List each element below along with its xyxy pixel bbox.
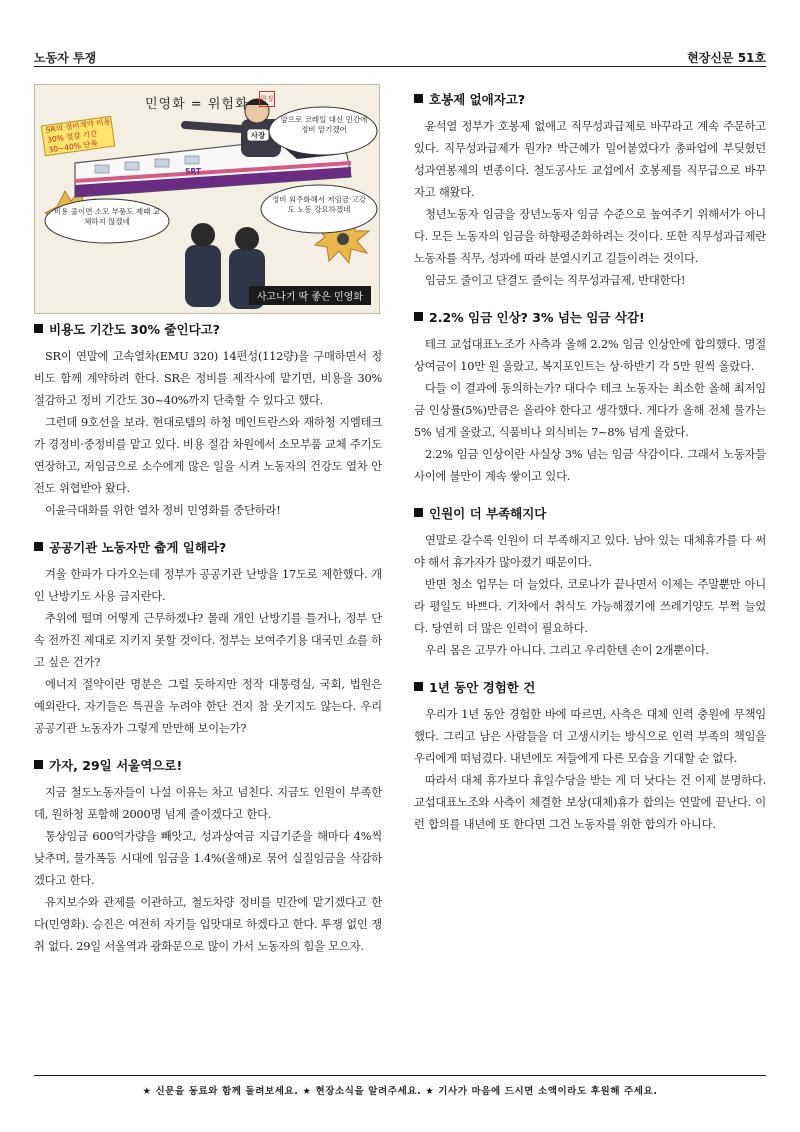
- article-heading: 비용도 기간도 30% 줄인다고?: [34, 322, 382, 338]
- article-paragraph: 우리 몸은 고무가 아니다. 그리고 우리한텐 손이 2개뿐이다.: [425, 644, 709, 657]
- cartoon-caption: 사고나기 딱 좋은 민영화: [249, 286, 371, 305]
- article-paragraph: 따라서 대체 휴가보다 휴일수당을 받는 게 더 낫다는 건 이제 분명하다. 교섭대표노조와 사측이 체결한 보상(대체)휴가 합의는 연말에 끝난다. 이런 합의를 내년에 또 한다면 그건 노동자를 위한 합의가 아니다.: [414, 774, 766, 831]
- article-paragraph: 유지보수와 관제를 이관하고, 철도차량 정비를 민간에 맡기겠다고 한다(민영화). 승진은 여전히 자기들 입맛대로 하겠다고 한다. 투쟁 없인 쟁취 없다. 29일 서울역과 광화문으로 많이 가서 노동자의 힘을 모으자.: [34, 896, 382, 953]
- bullet-square-icon: [414, 682, 423, 691]
- article-paragraph: 이윤극대화를 위한 열차 정비 민영화를 중단하라!: [45, 504, 281, 517]
- article-paragraph: 지금 철도노동자들이 나설 이유는 차고 넘친다. 지금도 인원이 부족한데, 원하청 포함해 2000명 넘게 줄이겠다고 한다.: [34, 786, 382, 821]
- article-paragraph: 우리가 1년 동안 경험한 바에 따르면, 사측은 대체 인력 충원에 무책임했다. 그리고 남은 사람들을 더 고생시키는 방식으로 인력 부족의 책임을 우리에게 떠넘겼다. 내년에도 저들에게 다른 모습을 기대할 순 없다.: [414, 708, 766, 765]
- article-paragraph: 테크 교섭대표노조가 사측과 올해 2.2% 임금 인상안에 합의했다. 명절상여금이 10만 원 올랐고, 복지포인트는 상·하반기 각 5만 원씩 올랐다.: [414, 338, 766, 373]
- article-paragraph: 윤석열 정부가 호봉제 없애고 직무성과급제로 바꾸라고 계속 주문하고 있다. 직무성과급제가 뭔가? 박근혜가 밀어붙였다가 총파업에 부딪혔던 성과연봉제의 변종이다. 철도공사도 교섭에서 호봉제를 직무급으로 바꾸자고 해왔다.: [414, 120, 766, 199]
- bullet-square-icon: [34, 324, 43, 333]
- article-heading: 가자, 29일 서울역으로!: [34, 758, 382, 774]
- cartoon-stamp: 현장: [259, 91, 275, 107]
- header-divider: [34, 66, 766, 67]
- footer-message: ★ 신문을 동료와 함께 돌려보세요. ★ 현장소식을 알려주세요. ★ 기사가 마음에 드시면 소액이라도 후원해 주세요.: [142, 1086, 658, 1097]
- cartoon-left-bubble: 비용 줄이면 소모 부품도 제때 교체하지 않겠네: [53, 207, 161, 226]
- article-heading: 호봉제 없애자고?: [414, 92, 766, 108]
- footer-divider: [34, 1075, 766, 1076]
- article-paragraph: 다들 이 결과에 동의하는가? 대다수 테크 노동자는 최소한 올해 최저임금 인상률(5%)만큼은 올라야 한다고 생각했다. 게다가 올해 전체 물가는 5% 넘게 올랐고, 식품비나 외식비는 7~8% 넘게 올랐다.: [414, 382, 766, 439]
- article-heading: 2.2% 임금 인상? 3% 넘는 임금 삭감!: [414, 310, 766, 326]
- article-paragraph: 청년노동자 임금을 장년노동자 임금 수준으로 높여주기 위해서가 아니다. 모든 노동자의 임금을 하향평준화하려는 것이다. 또한 직무성과급제란 노동자를 직무, 성과에 따라 분열시키고 길들이려는 것이다.: [414, 208, 766, 265]
- article-paragraph: 추위에 떨며 어떻게 근무하겠냐? 몰래 개인 난방기를 틀거나, 정부 단속 전까진 제대로 지키지 못할 것이다. 정부는 보여주기용 대국민 쇼를 하고 싶은 건가?: [34, 612, 382, 669]
- article-heading: 1년 동안 경험한 건: [414, 680, 766, 696]
- article-paragraph: 임금도 줄이고 단결도 줄이는 직무성과급제, 반대한다!: [425, 274, 686, 287]
- article-paragraph: SR이 연말에 고속열차(EMU 320) 14편성(112량)을 구매하면서 정비도 함께 계약하려 한다. SR은 정비를 제작사에 맡기면, 비용을 30% 절감하고 정비 기간도 30~40%까지 단축할 수 있다고 했다.: [34, 350, 382, 407]
- bullet-square-icon: [414, 94, 423, 103]
- cartoon-illustration: [34, 84, 380, 314]
- cartoon-boss-bubble: 앞으로 코레일 대신 민간에 정비 맡기겠어: [280, 115, 368, 134]
- bullet-square-icon: [414, 312, 423, 321]
- article-paragraph: 에너지 절약이란 명분은 그럴 듯하지만 정작 대통령실, 국회, 법원은 예외란다. 자기들은 특권을 누려야 한단 건지 참 웃기지도 않는다. 우리 공공기관 노동자가 그렇게 만만해 보이는가?: [34, 678, 382, 735]
- right-column: [414, 92, 766, 836]
- cartoon-right-bubble: 정비 외주화해서 저임금·고강도 노동 강요하겠네: [271, 195, 367, 214]
- article-paragraph: 그런데 9호선을 보라. 현대로템의 하청 메인트란스와 재하청 지엠테크가 경정비·중정비를 맡고 있다. 비용 절감 차원에서 소모부품 교체 주기도 연장하고, 저임금으로 소수에게 많은 일을 시켜 노동자의 건강도 열차 안전도 위협받아 왔다.: [34, 416, 382, 495]
- article-paragraph: 연말로 갈수록 인원이 더 부족해지고 있다. 남아 있는 대체휴가를 다 써야 해서 휴가자가 많아졌기 때문이다.: [414, 534, 766, 569]
- article-paragraph: 통상임금 600억가량을 빼앗고, 성과상여금 지급기준을 해마다 4%씩 낮추며, 물가폭등 시대에 임금을 1.4%(올해)로 묶어 실질임금을 삭감하겠다고 한다.: [34, 830, 382, 887]
- bullet-square-icon: [414, 508, 423, 517]
- left-column: [34, 84, 382, 958]
- article-heading: 공공기관 노동자만 춥게 일해라?: [34, 540, 382, 556]
- cartoon-train-label: SRT: [185, 167, 201, 176]
- article-paragraph: 겨울 한파가 다가오는데 정부가 공공기관 난방을 17도로 제한했다. 개인 난방기도 사용 금지란다.: [34, 568, 382, 603]
- bullet-square-icon: [34, 760, 43, 769]
- bullet-square-icon: [34, 542, 43, 551]
- header-section-title: 노동자 투쟁: [34, 51, 97, 65]
- cartoon-title: 민영화 = 위험화: [145, 97, 249, 112]
- cartoon-note: SR의 정비계약 비용 30% 절감 기간 30~40% 단축: [45, 116, 112, 155]
- page-header: [34, 44, 766, 66]
- cartoon-boss-label: 사장: [250, 131, 266, 140]
- header-issue-number: 현장신문 51호: [687, 51, 766, 65]
- article-paragraph: 반면 청소 업무는 더 늘었다. 코로나가 끝나면서 이제는 주말뿐만 아니라 평일도 바쁘다. 기차에서 취식도 가능해졌기에 쓰레기양도 부쩍 늘었다. 당연히 더 많은 인력이 필요하다.: [414, 578, 766, 635]
- article-heading: 인원이 더 부족해지다: [414, 506, 766, 522]
- article-paragraph: 2.2% 임금 인상이란 사실상 3% 넘는 임금 삭감이다. 그래서 노동자들 사이에 불만이 계속 쌓이고 있다.: [414, 448, 766, 483]
